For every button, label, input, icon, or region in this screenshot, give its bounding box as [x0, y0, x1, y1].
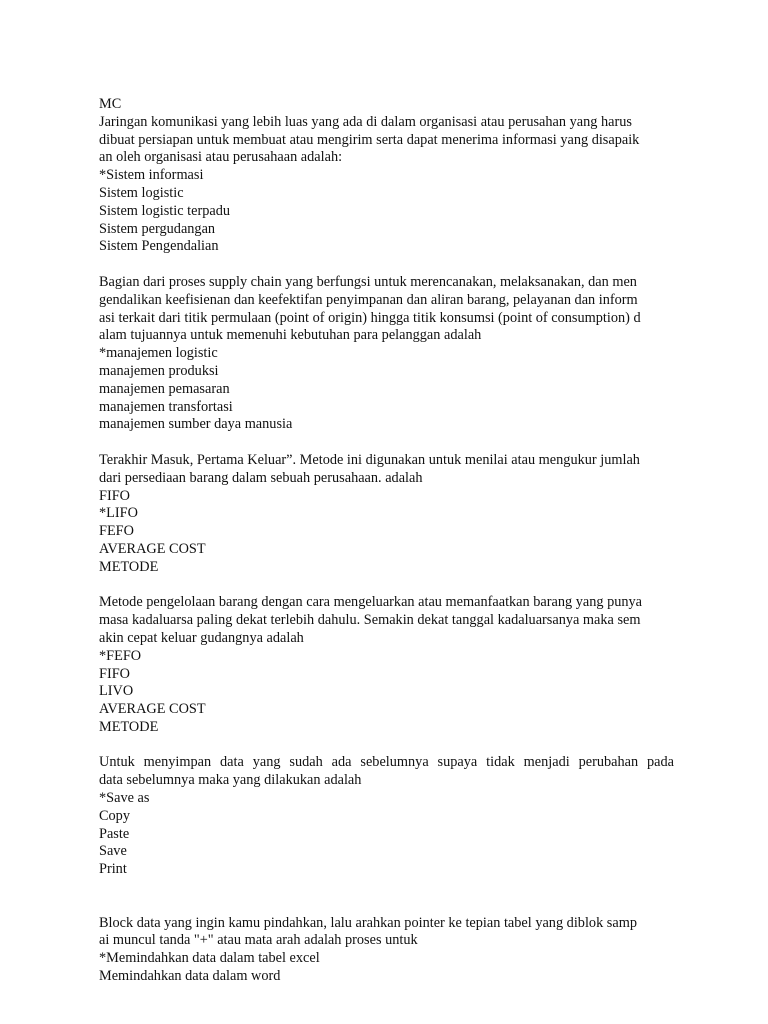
question-4-option-5: METODE: [99, 718, 159, 735]
question-3-option-1: FIFO: [99, 487, 130, 504]
question-3: [99, 452, 674, 577]
question-3-option-3: FEFO: [99, 523, 134, 540]
question-1: [99, 114, 674, 256]
question-5-stem-line-2: data sebelumnya maka yang dilakukan adalah: [99, 772, 362, 789]
question-4-stem-line-3: akin cepat keluar gudangnya adalah: [99, 629, 304, 646]
question-3-stem-line-1: Terakhir Masuk, Pertama Keluar”. Metode ini digunakan untuk menilai atau mengukur jumlah: [99, 451, 640, 468]
question-2-stem-line-4: alam tujuannya untuk memenuhi kebutuhan para pelanggan adalah: [99, 327, 482, 344]
document-heading: MC: [99, 96, 122, 112]
question-6-stem-line-1: Block data yang ingin kamu pindahkan, lalu arahkan pointer ke tepian tabel yang diblok samp: [99, 914, 637, 931]
question-4-option-1: *FEFO: [99, 647, 142, 664]
paragraph-spacer: [99, 434, 674, 452]
question-3-option-4: AVERAGE COST: [99, 540, 206, 557]
paragraph-spacer: [99, 737, 674, 755]
question-4-option-2: FIFO: [99, 665, 130, 682]
question-5-option-5: Print: [99, 861, 127, 878]
question-1-stem-line-2: dibuat persiapan untuk membuat atau mengirim serta dapat menerima informasi yang disapaik: [99, 131, 640, 148]
question-4: [99, 594, 674, 736]
question-5: [99, 754, 674, 879]
question-4-stem-line-1: Metode pengelolaan barang dengan cara mengeluarkan atau memanfaatkan barang yang punya: [99, 594, 643, 611]
question-4-stem-line-2: masa kadaluarsa paling dekat terlebih dahulu. Semakin dekat tanggal kadaluarsanya maka sem: [99, 612, 641, 629]
question-6-stem-line-2: ai muncul tanda "+" atau mata arah adalah proses untuk: [99, 932, 418, 949]
question-2-option-3: manajemen pemasaran: [99, 380, 230, 397]
question-1-option-3: Sistem logistic terpadu: [99, 202, 231, 219]
question-1-option-5: Sistem Pengendalian: [99, 238, 219, 255]
question-5-option-1: *Save as: [99, 790, 150, 807]
question-1-stem-line-1: Jaringan komunikasi yang lebih luas yang ada di dalam organisasi atau perusahan yang harus: [99, 113, 632, 130]
question-1-option-1: *Sistem informasi: [99, 167, 204, 184]
question-3-stem-line-2: dari persediaan barang dalam sebuah perusahaan. adalah: [99, 469, 423, 486]
question-2-option-5: manajemen sumber daya manusia: [99, 416, 293, 433]
question-4-option-3: LIVO: [99, 683, 134, 700]
paragraph-spacer: [99, 256, 674, 274]
question-3-option-5: METODE: [99, 558, 159, 575]
paragraph-spacer: [99, 879, 674, 915]
question-3-option-2: *LIFO: [99, 505, 138, 522]
question-4-option-4: AVERAGE COST: [99, 701, 206, 718]
question-6-option-1: *Memindahkan data dalam tabel excel: [99, 950, 320, 967]
question-5-option-4: Save: [99, 843, 127, 860]
question-1-option-4: Sistem pergudangan: [99, 220, 216, 237]
question-2-stem-line-1: Bagian dari proses supply chain yang berfungsi untuk merencanakan, melaksanakan, dan men: [99, 273, 637, 290]
document-page: [99, 96, 674, 986]
question-2-stem-line-3: asi terkait dari titik permulaan (point of origin) hingga titik konsumsi (point of consumption) d: [99, 309, 641, 326]
question-5-option-3: Paste: [99, 825, 130, 842]
question-2: [99, 274, 674, 434]
question-6: [99, 915, 674, 986]
question-2-option-4: manajemen transfortasi: [99, 398, 233, 415]
question-5-option-2: Copy: [99, 807, 130, 824]
paragraph-spacer: [99, 577, 674, 595]
question-2-option-2: manajemen produksi: [99, 362, 219, 379]
question-5-stem-line-1: Untuk menyimpan data yang sudah ada sebelumnya supaya tidak menjadi perubahan pada: [99, 754, 674, 771]
question-2-option-1: *manajemen logistic: [99, 345, 218, 362]
question-2-stem-line-2: gendalikan keefisienan dan keefektifan penyimpanan dan aliran barang, pelayanan dan inform: [99, 291, 638, 308]
question-1-option-2: Sistem logistic: [99, 184, 184, 201]
question-6-option-2: Memindahkan data dalam word: [99, 968, 281, 985]
question-1-stem-line-3: an oleh organisasi atau perusahaan adalah:: [99, 149, 343, 166]
